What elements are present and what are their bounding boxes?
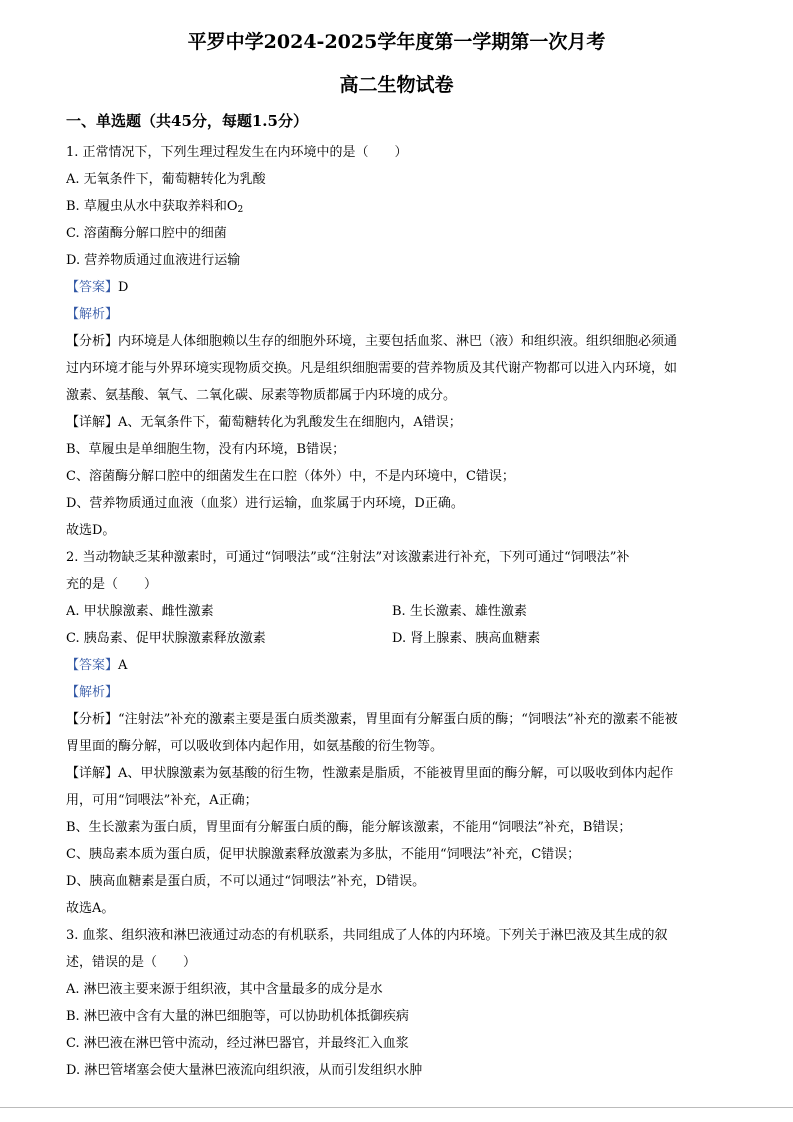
q1-fenxi-line-3: 激素、氨基酸、氧气、二氧化碳、尿素等物质都属于内环境的成分。 xyxy=(66,388,457,403)
q1-option-c: C. 溶菌酶分解口腔中的细菌 xyxy=(66,226,227,241)
q2-option-d: D. 肾上腺素、胰高血糖素 xyxy=(392,631,541,646)
q2-detail-d: D、胰高血糖素是蛋白质，不可以通过“饲喂法”补充，D错误。 xyxy=(66,874,426,889)
q1-stem: 1. 正常情况下，下列生理过程发生在内环境中的是（ ） xyxy=(66,145,408,160)
q1-detail-a-text: A、无氧条件下，葡萄糖转化为乳酸发生在细胞内，A错误； xyxy=(118,415,462,430)
q3-stem-line-2: 述，错误的是（ ） xyxy=(66,955,197,970)
q2-options-row-2 xyxy=(66,625,728,652)
q1-detail-d: D、营养物质通过血液（血浆）进行运输，血浆属于内环境，D正确。 xyxy=(66,496,464,511)
q2-detail-c: C、胰岛素本质为蛋白质，促甲状腺激素释放激素为多肽，不能用“饲喂法”补充，C错误； xyxy=(66,847,581,862)
q1-detail-a xyxy=(66,409,728,436)
q1-fenxi-line-1 xyxy=(66,328,728,355)
q1-fenxi-text-1: 内环境是人体细胞赖以生存的细胞外环境，主要包括血浆、淋巴（液）和组织液。组织细胞必须通 xyxy=(118,334,678,349)
q1-detail-tag: 【详解】 xyxy=(66,415,119,430)
q2-option-c: C. 胰岛素、促甲状腺激素释放激素 xyxy=(66,631,266,646)
exam-content xyxy=(66,139,728,1084)
q1-answer-value: D xyxy=(118,280,129,295)
q1-conclusion: 故选D。 xyxy=(66,523,116,538)
q1-analysis-tag: 【解析】 xyxy=(66,307,119,322)
q2-stem-line-2: 充的是（ ） xyxy=(66,577,158,592)
q2-option-a: A. 甲状腺激素、雌性激素 xyxy=(66,604,214,619)
exam-subtitle: 高二生物试卷 xyxy=(339,74,454,96)
q2-analysis-tag: 【解析】 xyxy=(66,685,119,700)
q2-answer-value: A xyxy=(118,658,128,673)
q1-answer xyxy=(66,274,728,301)
q1-analysis-heading xyxy=(66,301,728,328)
q1-detail-c: C、溶菌酶分解口腔中的细菌发生在口腔（体外）中，不是内环境中，C错误； xyxy=(66,469,515,484)
q2-fenxi-line-2: 胃里面的酶分解，可以吸收到体内起作用，如氨基酸的衍生物等。 xyxy=(66,739,444,754)
q1-option-d: D. 营养物质通过血液进行运输 xyxy=(66,253,241,268)
q2-fenxi-text-1: “注射法”补充的激素主要是蛋白质类激素，胃里面有分解蛋白质的酶；“饲喂法”补充的激素不能被 xyxy=(118,712,678,727)
q1-detail-b: B、草履虫是单细胞生物，没有内环境，B错误； xyxy=(66,442,346,457)
q1-option-b xyxy=(66,193,728,220)
q3-option-b: B. 淋巴液中含有大量的淋巴细胞等，可以协助机体抵御疾病 xyxy=(66,1009,409,1024)
q1-option-b-text: B. 草履虫从水中获取养料和O xyxy=(66,199,238,214)
q1-fenxi-line-2: 过内环境才能与外界环境实现物质交换。凡是组织细胞需要的营养物质及其代谢产物都可以进入内环境，如 xyxy=(66,361,678,376)
q1-option-b-subscript: 2 xyxy=(237,205,244,215)
q3-option-c: C. 淋巴液在淋巴管中流动，经过淋巴器官，并最终汇入血浆 xyxy=(66,1036,409,1051)
q3-option-a: A. 淋巴液主要来源于组织液，其中含量最多的成分是水 xyxy=(66,982,383,997)
q2-answer xyxy=(66,652,728,679)
q3-option-d: D. 淋巴管堵塞会使大量淋巴液流向组织液，从而引发组织水肿 xyxy=(66,1063,423,1078)
q1-answer-tag: 【答案】 xyxy=(66,280,119,295)
q2-fenxi-tag: 【分析】 xyxy=(66,712,119,727)
q2-conclusion: 故选A。 xyxy=(66,901,115,916)
q1-fenxi-tag: 【分析】 xyxy=(66,334,119,349)
q2-detail-a-text-1: A、甲状腺激素为氨基酸的衍生物，性激素是脂质，不能被胃里面的酶分解，可以吸收到体内起作 xyxy=(118,766,674,781)
q2-stem-line-1: 2. 当动物缺乏某种激素时，可通过“饲喂法”或“注射法”对该激素进行补充，下列可通过“饲喂法”补 xyxy=(66,550,630,565)
q2-detail-a-line-2: 用，可用“饲喂法”补充，A正确； xyxy=(66,793,258,808)
q3-stem-line-1: 3. 血浆、组织液和淋巴液通过动态的有机联系，共同组成了人体的内环境。下列关于淋巴液及其生成的叙 xyxy=(66,928,668,943)
q2-detail-b: B、生长激素为蛋白质，胃里面有分解蛋白质的酶，能分解该激素，不能用“饲喂法”补充，B错误； xyxy=(66,820,632,835)
q2-analysis-heading xyxy=(66,679,728,706)
section-heading: 一、单选题（共45分，每题1.5分） xyxy=(66,112,308,130)
exam-title: 平罗中学2024-2025学年度第一学期第一次月考 xyxy=(187,31,606,53)
q2-option-b: B. 生长激素、雄性激素 xyxy=(392,604,527,619)
q1-option-a: A. 无氧条件下，葡萄糖转化为乳酸 xyxy=(66,172,266,187)
q2-detail-a-line-1 xyxy=(66,760,728,787)
q2-answer-tag: 【答案】 xyxy=(66,658,119,673)
q2-options-row-1 xyxy=(66,598,728,625)
page-bottom-divider xyxy=(0,1107,793,1108)
q2-fenxi-line-1 xyxy=(66,706,728,733)
q2-detail-tag: 【详解】 xyxy=(66,766,119,781)
